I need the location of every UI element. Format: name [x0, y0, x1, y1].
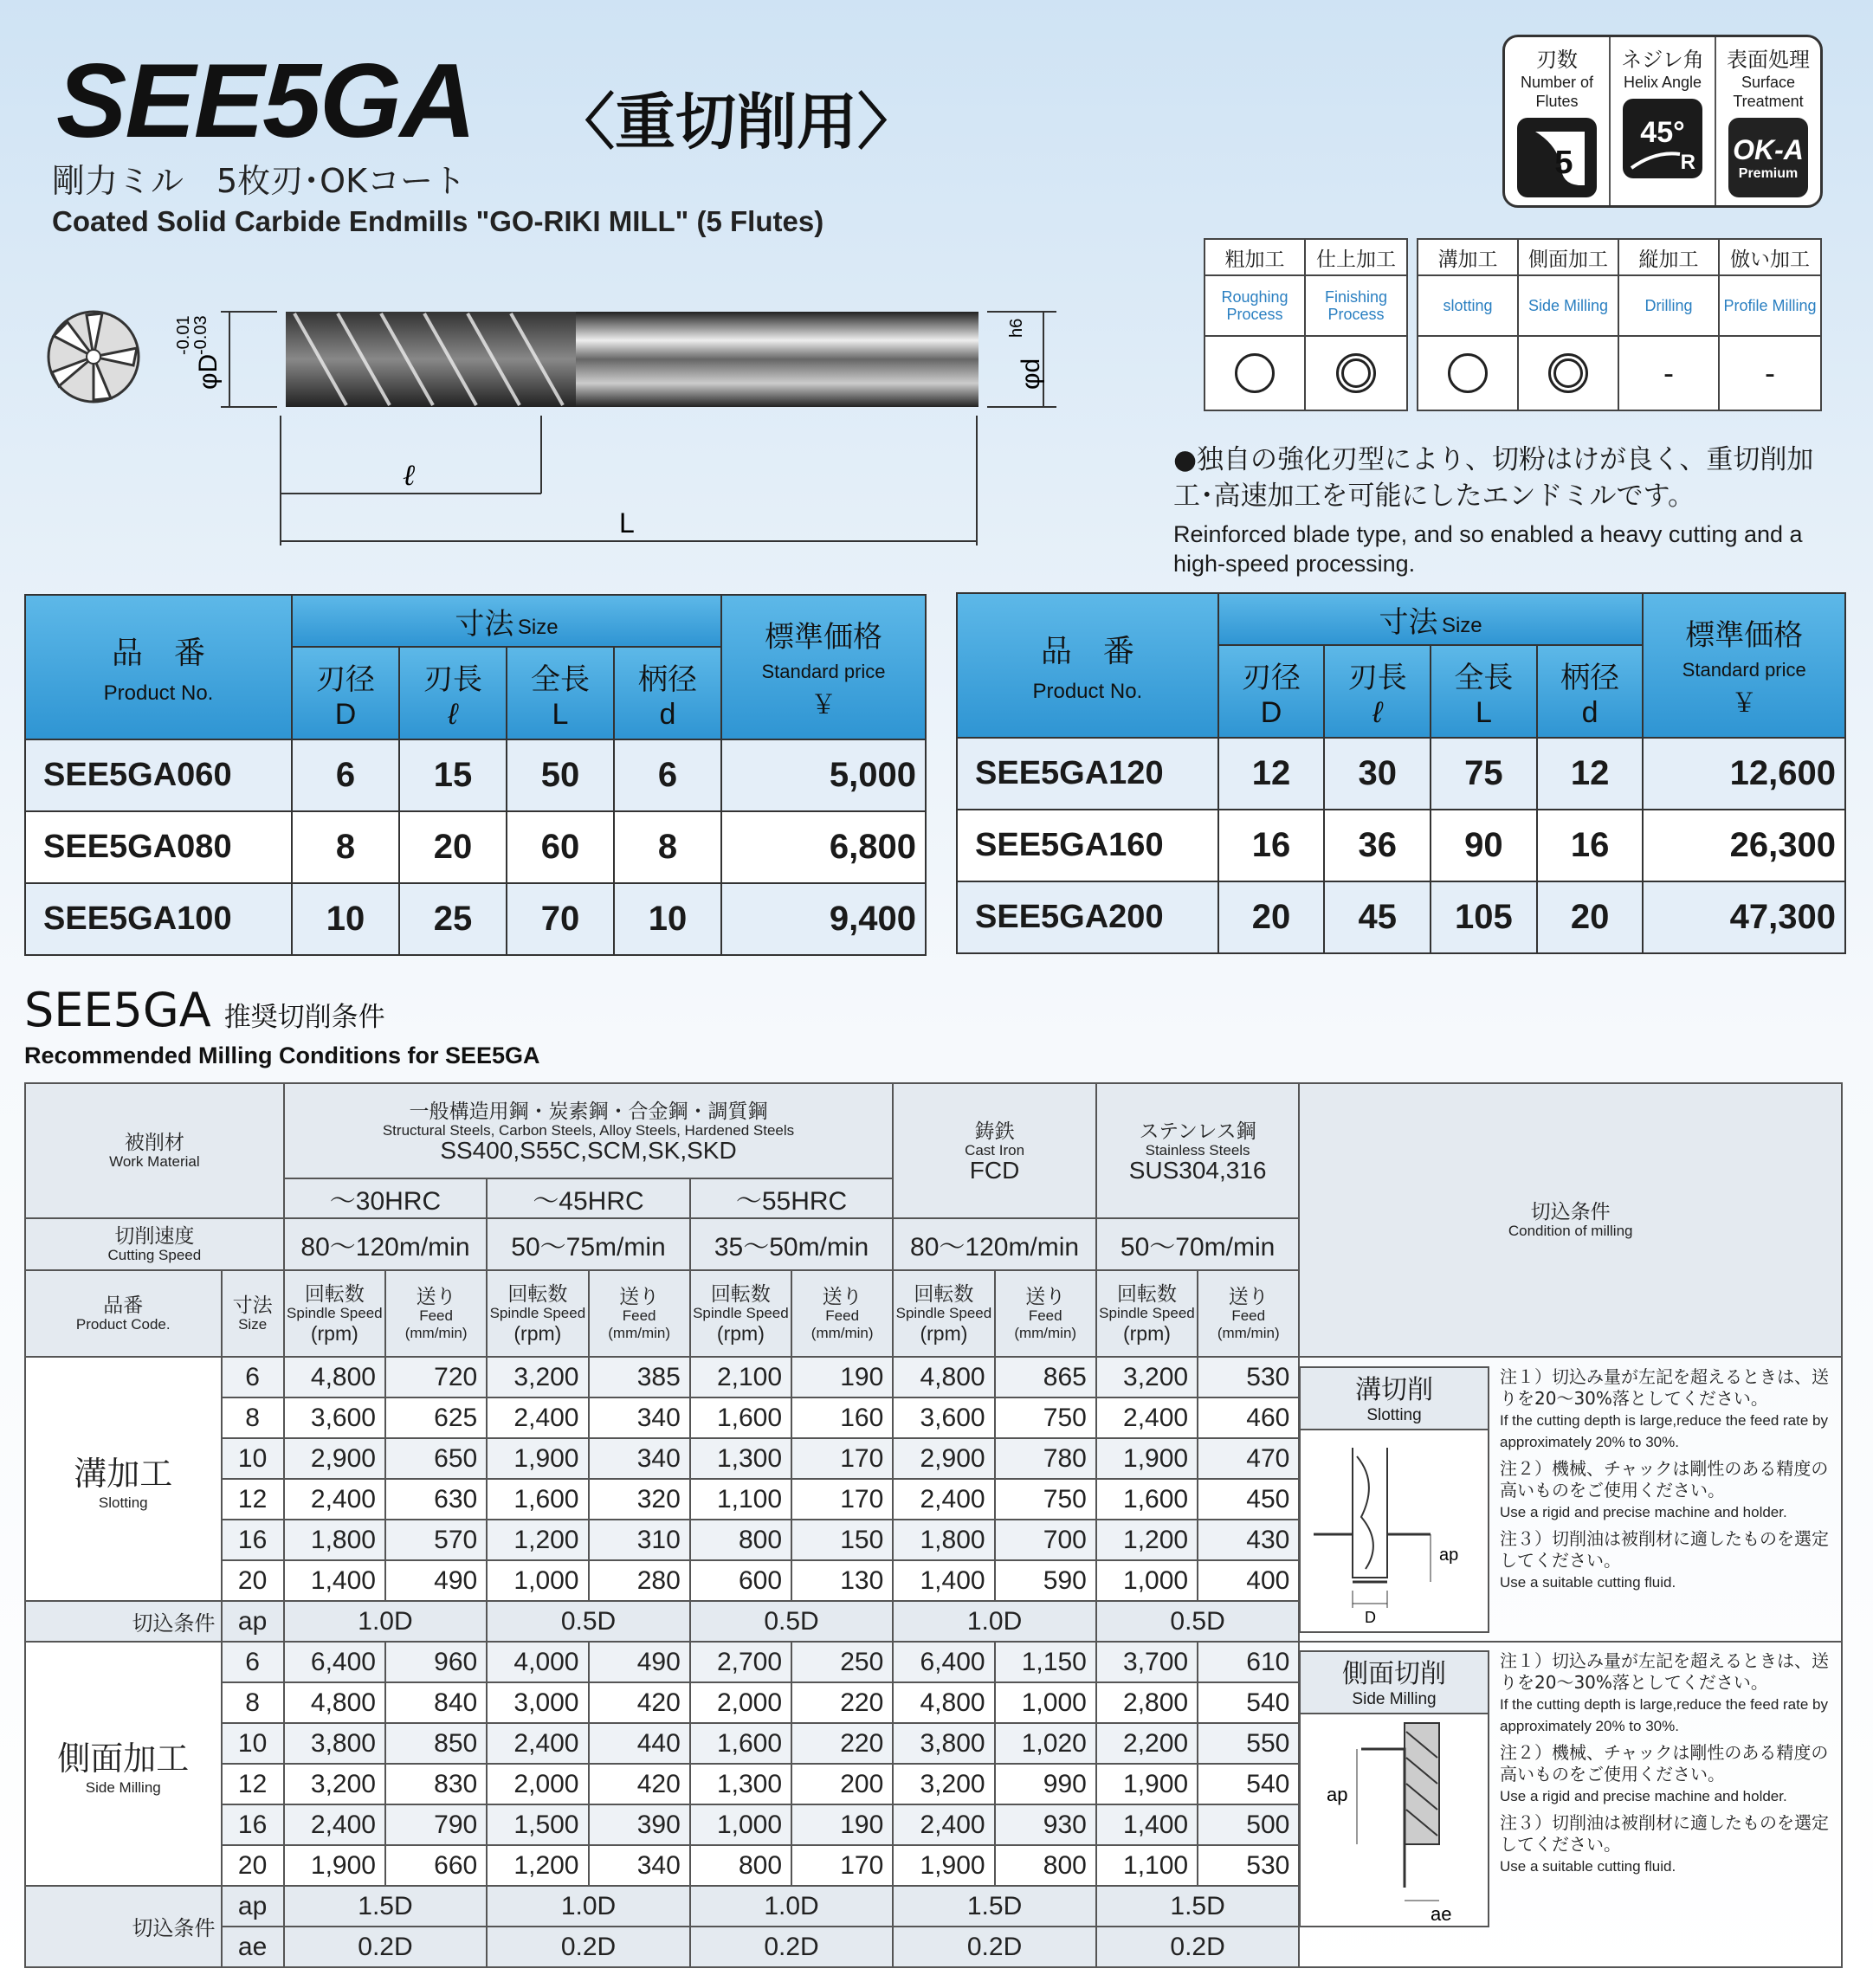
process-label-en: Profile Milling — [1720, 276, 1820, 337]
value-cell: 930 — [995, 1804, 1096, 1845]
flute-count: 5 — [1554, 144, 1573, 181]
value-cell: 490 — [385, 1560, 487, 1601]
side-ap-label: ap — [1327, 1784, 1348, 1805]
size-cell: 16 — [222, 1520, 284, 1560]
badge-label-en: Surface Treatment — [1733, 74, 1804, 110]
value-cell: 4,800 — [893, 1682, 994, 1723]
header-l: 刃長 ℓ — [1324, 645, 1431, 738]
speed-value: 50～70m/min — [1096, 1218, 1300, 1270]
helix-45-icon — [1623, 99, 1702, 178]
slot-ap-label: ap — [1439, 1546, 1459, 1565]
badge-label-en: Helix Angle — [1623, 74, 1702, 91]
value-cell: 1,900 — [1096, 1438, 1198, 1479]
header-product-code: 品番 Product Code. — [25, 1270, 222, 1357]
value-cell: 3,200 — [487, 1357, 588, 1397]
size-cell: 20 — [222, 1845, 284, 1886]
note-en: If the cutting depth is large,reduce the feed rate by approximately 20% to 30%. — [1500, 1696, 1828, 1734]
process-finishing — [1306, 240, 1406, 410]
value-cell: 2,400 — [284, 1804, 385, 1845]
value-cell: 1,500 — [487, 1804, 588, 1845]
size-cell: 6 — [222, 1357, 284, 1397]
side-milling-diagram — [1299, 1650, 1489, 1927]
hrc-55: ～55HRC — [690, 1178, 894, 1218]
description — [1173, 442, 1831, 578]
note-jp: 注３）切削油は被削材に適したものを選定してください。 — [1500, 1528, 1829, 1571]
cut-param-label: ap — [222, 1601, 284, 1642]
value-cell: 530 — [1198, 1845, 1299, 1886]
value-cell: 530 — [1198, 1357, 1299, 1397]
badge-label-jp: 刃数 — [1536, 48, 1578, 72]
speed-value: 35～50m/min — [690, 1218, 894, 1270]
slot-d-label: D — [1365, 1609, 1376, 1626]
group-side-milling: 側面加工 Side Milling — [25, 1642, 222, 1886]
value-cell: 6,400 — [893, 1642, 994, 1682]
header-l: 刃長 ℓ — [399, 647, 507, 739]
value-cell: 420 — [589, 1682, 690, 1723]
tol-upper: -0.01 — [174, 315, 193, 355]
process-label-en: slotting — [1418, 276, 1517, 337]
header-L: 全長 L — [507, 647, 614, 739]
process-label-en: Finishing Process — [1306, 276, 1406, 337]
note-jp: 注１）切込み量が左記を超えるときは、送りを20～30%落としてください。 — [1500, 1650, 1829, 1693]
slotting-diagram — [1299, 1366, 1489, 1633]
table-row: SEE5GA080 8 20 60 8 6,800 — [25, 811, 926, 883]
slot-box-title: 溝切削 — [1355, 1375, 1433, 1405]
value-cell: 4,800 — [893, 1357, 994, 1397]
header-feed: 送り Feed (mm/min) — [995, 1270, 1096, 1357]
note-en: Use a suitable cutting fluid. — [1500, 1858, 1676, 1875]
process-label-jp: 溝加工 — [1418, 240, 1517, 276]
cut-param-value: 1.0D — [487, 1886, 690, 1927]
value-cell: 440 — [589, 1723, 690, 1764]
badge-coating — [1716, 37, 1820, 205]
value-cell: 750 — [995, 1479, 1096, 1520]
process-label-jp: 側面加工 — [1519, 240, 1618, 276]
value-cell: 170 — [791, 1438, 893, 1479]
header-feed: 送り Feed (mm/min) — [791, 1270, 893, 1357]
value-cell: 790 — [385, 1804, 487, 1845]
value-cell: 200 — [791, 1764, 893, 1804]
value-cell: 1,600 — [487, 1479, 588, 1520]
value-cell: 2,200 — [1096, 1723, 1198, 1764]
double-circle-icon — [1519, 337, 1618, 410]
value-cell: 750 — [995, 1397, 1096, 1438]
value-cell: 310 — [589, 1520, 690, 1560]
note-en: Use a suitable cutting fluid. — [1500, 1574, 1676, 1591]
value-cell: 3,700 — [1096, 1642, 1198, 1682]
product-table-right — [956, 592, 1846, 954]
coating-name: OK-A — [1733, 133, 1804, 165]
value-cell: 610 — [1198, 1642, 1299, 1682]
value-cell: 1,400 — [1096, 1804, 1198, 1845]
value-cell: 600 — [690, 1560, 791, 1601]
value-cell: 830 — [385, 1764, 487, 1804]
spec-badges — [1502, 35, 1823, 208]
title-suffix: 〈重切削用〉 — [554, 87, 918, 158]
value-cell: 3,600 — [284, 1397, 385, 1438]
value-cell: 160 — [791, 1397, 893, 1438]
value-cell: 470 — [1198, 1438, 1299, 1479]
table-row: SEE5GA120 12 30 75 12 12,600 — [957, 738, 1845, 810]
value-cell: 540 — [1198, 1682, 1299, 1723]
subtitle-jp: 剛力ミル 5枚刃･OKコート — [52, 162, 467, 200]
side-box-title: 側面切削 — [1342, 1659, 1446, 1689]
value-cell: 320 — [589, 1479, 690, 1520]
value-cell: 170 — [791, 1845, 893, 1886]
process-drilling — [1619, 240, 1720, 410]
value-cell: 250 — [791, 1642, 893, 1682]
hrc-30: ～30HRC — [284, 1178, 488, 1218]
value-cell: 1,400 — [284, 1560, 385, 1601]
cut-param-value: 1.5D — [893, 1886, 1096, 1927]
value-cell: 3,200 — [284, 1764, 385, 1804]
value-cell: 1,800 — [893, 1520, 994, 1560]
header-stainless: ステンレス鋼 Stainless Steels SUS304,316 — [1096, 1083, 1300, 1218]
value-cell: 2,400 — [893, 1804, 994, 1845]
size-cell: 20 — [222, 1560, 284, 1601]
tol-lower: -0.03 — [191, 315, 210, 355]
helix-angle: 45° — [1640, 115, 1685, 149]
header-price: 標準価格 Standard price ￥ — [721, 595, 926, 739]
value-cell: 550 — [1198, 1723, 1299, 1764]
cut-param-value: 1.0D — [690, 1886, 894, 1927]
value-cell: 1,000 — [690, 1804, 791, 1845]
speed-value: 80～120m/min — [893, 1218, 1096, 1270]
size-cell: 10 — [222, 1438, 284, 1479]
side-milling-notes — [1500, 1650, 1837, 1877]
header-condition: 切込条件 Condition of milling — [1299, 1083, 1842, 1357]
flute-5-icon — [1517, 118, 1597, 197]
value-cell: 490 — [589, 1642, 690, 1682]
double-circle-icon — [1306, 337, 1406, 410]
note-jp: 注３）切削油は被削材に適したものを選定してください。 — [1500, 1812, 1829, 1855]
header-size: 寸法 Size — [1218, 593, 1644, 645]
process-label-jp: 倣い加工 — [1720, 240, 1820, 276]
side-ae-label: ae — [1431, 1903, 1452, 1925]
header-size: 寸法 Size — [222, 1270, 284, 1357]
value-cell: 1,900 — [284, 1845, 385, 1886]
value-cell: 220 — [791, 1682, 893, 1723]
cut-param-value: 0.2D — [893, 1927, 1096, 1967]
value-cell: 3,800 — [893, 1723, 994, 1764]
circle-icon — [1205, 337, 1304, 410]
value-cell: 390 — [589, 1804, 690, 1845]
product-table-left — [24, 594, 927, 956]
process-roughing — [1205, 240, 1306, 410]
note-en: Use a rigid and precise machine and holder. — [1500, 1788, 1787, 1804]
process-label-jp: 縦加工 — [1619, 240, 1718, 276]
value-cell: 800 — [690, 1520, 791, 1560]
process-profile — [1720, 240, 1820, 410]
shank-tol: h6 — [1007, 318, 1026, 338]
subtitle-en: Coated Solid Carbide Endmills "GO-RIKI MILL" (5 Flutes) — [52, 205, 824, 237]
value-cell: 4,800 — [284, 1682, 385, 1723]
header-steel: 一般構造用鋼・炭素鋼・合金鋼・調質鋼 Structural Steels, Carbon Steels, Alloy Steels, Hardened Steels SS400,S55C,SCM,SK,SKD — [284, 1083, 894, 1178]
header-d: 柄径 d — [614, 647, 721, 739]
value-cell: 385 — [589, 1357, 690, 1397]
value-cell: 340 — [589, 1438, 690, 1479]
cut-param-value: 1.5D — [284, 1886, 488, 1927]
badge-helix — [1611, 37, 1716, 205]
header-cast-iron: 鋳鉄 Cast Iron FCD — [893, 1083, 1096, 1218]
process-label-jp: 仕上加工 — [1306, 240, 1406, 276]
size-cell: 8 — [222, 1397, 284, 1438]
value-cell: 2,100 — [690, 1357, 791, 1397]
cut-param-value: 1.0D — [284, 1601, 488, 1642]
value-cell: 400 — [1198, 1560, 1299, 1601]
header-product: 品 番 Product No. — [957, 593, 1218, 738]
conditions-title: SEE5GA 推奨切削条件 — [24, 983, 385, 1037]
value-cell: 220 — [791, 1723, 893, 1764]
header-price: 標準価格 Standard price ￥ — [1643, 593, 1845, 738]
process-label-en: Side Milling — [1519, 276, 1618, 337]
value-cell: 170 — [791, 1479, 893, 1520]
badge-label-en: Number of Flutes — [1520, 74, 1594, 110]
slotting-illustration — [1301, 1430, 1488, 1630]
value-cell: 1,900 — [1096, 1764, 1198, 1804]
value-cell: 1,900 — [487, 1438, 588, 1479]
value-cell: 1,000 — [487, 1560, 588, 1601]
cut-param-value: 0.2D — [690, 1927, 894, 1967]
note-jp: 注１）切込み量が左記を超えるときは、送りを20～30%落としてください。 — [1500, 1366, 1829, 1409]
value-cell: 1,200 — [487, 1845, 588, 1886]
speed-value: 80～120m/min — [284, 1218, 488, 1270]
cut-param-label: ap — [222, 1886, 284, 1927]
header-cutting-speed: 切削速度 Cutting Speed — [25, 1218, 284, 1270]
cut-param-value: 1.0D — [893, 1601, 1096, 1642]
description-en: Reinforced blade type, and so enabled a heavy cutting and a high-speed processing. — [1173, 521, 1803, 577]
value-cell: 2,400 — [487, 1397, 588, 1438]
value-cell: 630 — [385, 1479, 487, 1520]
header-rpm: 回転数 Spindle Speed (rpm) — [690, 1270, 791, 1357]
value-cell: 1,800 — [284, 1520, 385, 1560]
value-cell: 625 — [385, 1397, 487, 1438]
header-size: 寸法 Size — [292, 595, 721, 647]
size-cell: 16 — [222, 1804, 284, 1845]
cut-condition-label: 切込条件 — [25, 1601, 222, 1642]
value-cell: 1,600 — [690, 1397, 791, 1438]
table-row: SEE5GA100 10 25 70 10 9,400 — [25, 883, 926, 955]
header-rpm: 回転数 Spindle Speed (rpm) — [487, 1270, 588, 1357]
header-feed: 送り Feed (mm/min) — [589, 1270, 690, 1357]
note-en: If the cutting depth is large,reduce the feed rate by approximately 20% to 30%. — [1500, 1412, 1828, 1450]
value-cell: 2,700 — [690, 1642, 791, 1682]
header-feed: 送り Feed (mm/min) — [385, 1270, 487, 1357]
value-cell: 1,000 — [995, 1682, 1096, 1723]
process-label-en: Drilling — [1619, 276, 1718, 337]
dia-label: φD — [194, 353, 223, 390]
endmill-end-view — [48, 312, 139, 402]
side-box-title-en: Side Milling — [1352, 1690, 1437, 1708]
shank-label: φd — [1017, 358, 1045, 390]
value-cell: 130 — [791, 1560, 893, 1601]
header-D: 刃径 D — [1218, 645, 1325, 738]
value-cell: 190 — [791, 1357, 893, 1397]
value-cell: 720 — [385, 1357, 487, 1397]
value-cell: 800 — [995, 1845, 1096, 1886]
cut-param-label: ae — [222, 1927, 284, 1967]
value-cell: 3,000 — [487, 1682, 588, 1723]
note-en: Use a rigid and precise machine and holder. — [1500, 1504, 1787, 1520]
total-len-label: L — [619, 507, 635, 539]
table-row: SEE5GA060 6 15 50 6 5,000 — [25, 739, 926, 811]
cut-param-value: 0.5D — [1096, 1601, 1300, 1642]
value-cell: 2,800 — [1096, 1682, 1198, 1723]
value-cell: 3,200 — [893, 1764, 994, 1804]
value-cell: 660 — [385, 1845, 487, 1886]
header-work-material: 被削材 Work Material — [25, 1083, 284, 1218]
size-cell: 6 — [222, 1642, 284, 1682]
value-cell: 865 — [995, 1357, 1096, 1397]
table-row: SEE5GA160 16 36 90 16 26,300 — [957, 810, 1845, 881]
process-slotting — [1418, 240, 1519, 410]
note-jp: 注２）機械、チャックは剛性のある精度の高いものをご使用ください。 — [1500, 1742, 1829, 1785]
ok-a-premium-icon — [1728, 118, 1808, 197]
flute-len-label: ℓ — [403, 460, 416, 492]
note-jp: 注２）機械、チャックは剛性のある精度の高いものをご使用ください。 — [1500, 1458, 1829, 1501]
endmill-drawing — [35, 294, 1108, 563]
process-mark: - — [1663, 355, 1674, 390]
description-jp: ●独自の強化刃型により、切粉はけが良く、重切削加工･高速加工を可能にしたエンドミルです。 — [1173, 444, 1814, 512]
header-d: 柄径 d — [1537, 645, 1644, 738]
value-cell: 450 — [1198, 1479, 1299, 1520]
value-cell: 2,400 — [284, 1479, 385, 1520]
value-cell: 2,400 — [487, 1723, 588, 1764]
value-cell: 460 — [1198, 1397, 1299, 1438]
cut-param-value: 0.2D — [487, 1927, 690, 1967]
value-cell: 990 — [995, 1764, 1096, 1804]
process-label-en: Roughing Process — [1205, 276, 1304, 337]
header-D: 刃径 D — [292, 647, 399, 739]
value-cell: 6,400 — [284, 1642, 385, 1682]
value-cell: 4,800 — [284, 1357, 385, 1397]
process-mark: - — [1765, 355, 1775, 390]
value-cell: 1,200 — [1096, 1520, 1198, 1560]
cut-param-value: 0.5D — [690, 1601, 894, 1642]
value-cell: 4,000 — [487, 1642, 588, 1682]
value-cell: 190 — [791, 1804, 893, 1845]
value-cell: 2,000 — [690, 1682, 791, 1723]
header-feed: 送り Feed (mm/min) — [1198, 1270, 1299, 1357]
value-cell: 3,200 — [1096, 1357, 1198, 1397]
value-cell: 2,400 — [1096, 1397, 1198, 1438]
value-cell: 1,200 — [487, 1520, 588, 1560]
size-cell: 12 — [222, 1479, 284, 1520]
header-rpm: 回転数 Spindle Speed (rpm) — [284, 1270, 385, 1357]
conditions-subtitle: Recommended Milling Conditions for SEE5GA — [24, 1042, 540, 1068]
value-cell: 340 — [589, 1845, 690, 1886]
value-cell: 1,600 — [1096, 1479, 1198, 1520]
header-rpm: 回転数 Spindle Speed (rpm) — [893, 1270, 994, 1357]
size-cell: 10 — [222, 1723, 284, 1764]
slotting-notes — [1500, 1366, 1837, 1593]
value-cell: 1,150 — [995, 1642, 1096, 1682]
value-cell: 780 — [995, 1438, 1096, 1479]
process-suitability — [1204, 238, 1822, 411]
table-row: SEE5GA200 20 45 105 20 47,300 — [957, 881, 1845, 953]
value-cell: 2,400 — [893, 1479, 994, 1520]
value-cell: 1,600 — [690, 1723, 791, 1764]
value-cell: 430 — [1198, 1520, 1299, 1560]
value-cell: 1,400 — [893, 1560, 994, 1601]
value-cell: 3,600 — [893, 1397, 994, 1438]
value-cell: 1,100 — [690, 1479, 791, 1520]
value-cell: 2,900 — [284, 1438, 385, 1479]
badge-label-jp: 表面処理 — [1727, 48, 1810, 72]
badge-flutes — [1505, 37, 1611, 205]
hrc-45: ～45HRC — [487, 1178, 690, 1218]
value-cell: 700 — [995, 1520, 1096, 1560]
process-group-2 — [1417, 238, 1822, 411]
value-cell: 150 — [791, 1520, 893, 1560]
header-L: 全長 L — [1431, 645, 1537, 738]
size-cell: 12 — [222, 1764, 284, 1804]
group-slotting: 溝加工 Slotting — [25, 1357, 222, 1601]
value-cell: 1,100 — [1096, 1845, 1198, 1886]
value-cell: 1,300 — [690, 1438, 791, 1479]
value-cell: 1,900 — [893, 1845, 994, 1886]
cut-param-value: 0.5D — [487, 1601, 690, 1642]
page-title: SEE5GA — [56, 42, 475, 159]
helix-direction: R — [1680, 151, 1695, 174]
badge-label-jp: ネジレ角 — [1621, 48, 1704, 72]
value-cell: 280 — [589, 1560, 690, 1601]
value-cell: 590 — [995, 1560, 1096, 1601]
size-cell: 8 — [222, 1682, 284, 1723]
value-cell: 850 — [385, 1723, 487, 1764]
value-cell: 340 — [589, 1397, 690, 1438]
speed-value: 50～75m/min — [487, 1218, 690, 1270]
value-cell: 960 — [385, 1642, 487, 1682]
value-cell: 570 — [385, 1520, 487, 1560]
value-cell: 2,000 — [487, 1764, 588, 1804]
value-cell: 540 — [1198, 1764, 1299, 1804]
side-milling-illustration — [1301, 1714, 1488, 1926]
header-rpm: 回転数 Spindle Speed (rpm) — [1096, 1270, 1198, 1357]
value-cell: 500 — [1198, 1804, 1299, 1845]
value-cell: 1,020 — [995, 1723, 1096, 1764]
slot-box-title-en: Slotting — [1366, 1406, 1422, 1424]
value-cell: 420 — [589, 1764, 690, 1804]
value-cell: 1,300 — [690, 1764, 791, 1804]
cut-param-value: 0.2D — [284, 1927, 488, 1967]
process-group-1 — [1204, 238, 1408, 411]
value-cell: 3,800 — [284, 1723, 385, 1764]
process-side-milling — [1519, 240, 1619, 410]
value-cell: 1,000 — [1096, 1560, 1198, 1601]
circle-icon — [1418, 337, 1517, 410]
header-product: 品 番 Product No. — [25, 595, 292, 739]
cut-condition-label: 切込条件 — [25, 1886, 222, 1967]
cut-param-value: 0.2D — [1096, 1927, 1300, 1967]
coating-grade: Premium — [1738, 165, 1799, 181]
value-cell: 800 — [690, 1845, 791, 1886]
value-cell: 2,900 — [893, 1438, 994, 1479]
process-label-jp: 粗加工 — [1205, 240, 1304, 276]
value-cell: 840 — [385, 1682, 487, 1723]
value-cell: 650 — [385, 1438, 487, 1479]
cut-param-value: 1.5D — [1096, 1886, 1300, 1927]
